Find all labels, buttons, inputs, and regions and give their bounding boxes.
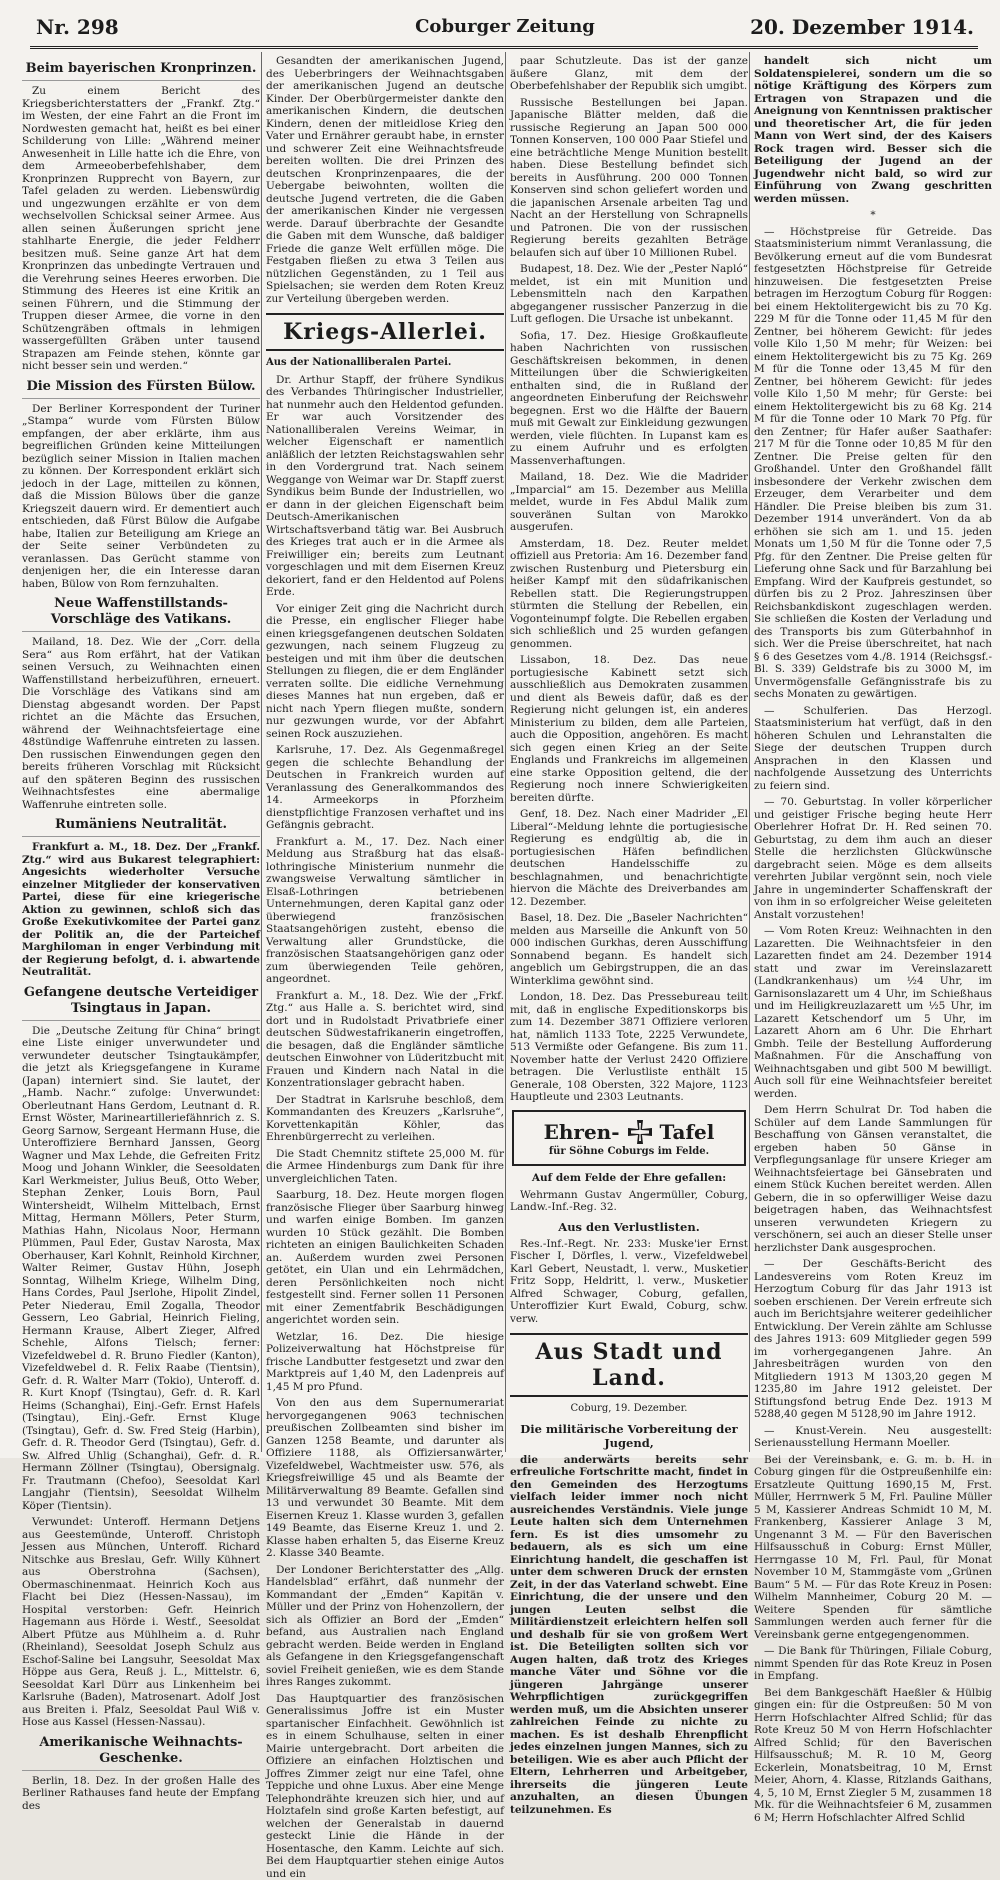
- article-text: — Der Geschäfts-Bericht des Landesvereins vom Roten Kreuz im Herzogtum Coburg für das Jahr 1913 ist soeben erschienen. Der Verein erfreute sich auch im Berichtsjahre weiterer gedeihlicher Entwicklung. Der Verein zählte am Schlusse des Jahres 1913: 609 Mitglieder gegen 599 im vorhergegangenen Jahre. An Jahresbeiträgen wurden von den Mitgliedern 1913 M 1303,20 gegen M 1235,80 im Jahre 1912 geleistet. Der Stiftungsfond betrug Ende Dez. 1913 M 5288,40 gegen M 5128,90 im Jahre 1912.: [754, 1258, 992, 1421]
- article-title: Neue Waffenstillstands-Vorschläge des Vatikans.: [22, 596, 260, 632]
- article-text: Russische Bestellungen bei Japan. Japanische Blätter melden, daß die russische Regierung an Japan 500 000 Tonnen Konserven, 100 000 Paar Stiefel und eine beträchtliche Menge Munition bestellt haben. Diese Bestellung befindet sich bereits in Ausführung. 200 000 Tonnen Konserven sind schon geliefert worden und die japanischen Arsenale arbeiten Tag und Nacht an der Herstellung von Schrapnells und Patronen. Die von der russischen Regierung bereits gezahlten Beträge belaufen sich auf über 10 Millionen Rubel.: [510, 97, 748, 260]
- article-text: — Höchstpreise für Getreide. Das Staatsministerium nimmt Veranlassung, die Bevölkerung erneut auf die vom Bundesrat festgesetzten Höchstpreise für Getreide hinzuweisen. Die festgesetzten Preise betragen im Herzogtum Coburg für Roggen: bei einem Hektolitergewicht bis zu 70 Kg. 229 M für die Tonne oder 11,45 M für den Zentner, bei höherem Gewicht: für jedes volle Kilo 1,50 M mehr; für Weizen: bei einem Hektolitergewicht bis zu 75 Kg. 269 M für die Tonne oder 13,45 M für den Zentner, bei höherem Gewicht: für jedes volle Kilo 1,50 M mehr; für Gerste: bei einem Hektolitergewicht bis zu 68 Kg. 214 M für die Tonne oder 10 Mark 70 Pfg. für den Zentner; für Hafer außer Saathafer: 217 M für die Tonne oder 10,85 M für den Zentner. Die Preise gelten für den Großhandel. Unter den Großhandel fällt insbesondere der Verkehr zwischen dem Erzeuger, dem Verarbeiter und dem Händler. Die Preise bleiben bis zum 31. Dezember 1914 unverändert. Von da ab erhöhen sie sich am 1. und 15. jeden Monats um 1,50 M für die Tonne oder 7,5 Pfg. für den Zentner. Die Preise gelten für Lieferung ohne Sack und für Barzahlung bei Empfang. Wird der Kaufpreis gestundet, so dürfen bis zu 2 Proz. Jahreszinsen über Reichsbankdiskont zugeschlagen werden. Sie schließen die Kosten der Verladung und des Transports bis zum Güterbahnhof in sich. Wer die Preise überschreitet, hat nach § 6 des Gesetzes vom 4./8. 1914 (Reichsgsf.-Bl. S. 339) Geldstrafe bis zu 3000 M, im Unvermögensfalle Gefängnisstrafe bis zu sechs Monaten zu gewärtigen.: [754, 226, 992, 701]
- article-text: Dr. Arthur Stapff, der frühere Syndikus des Verbandes Thüringischer Industrieller, hat nunmehr auch den Heldentod gefunden. Er war auch Vorsitzender des Nationalliberalen Vereins Weimar, in welcher Eigenschaft er namentlich anläßlich der letzten Reichstagswahlen sehr in den Vordergrund trat. Nach seinem Weggange von Weimar war Dr. Stapff zuerst Syndikus beim Bunde der Industriellen, wo er dann in der gleichen Eigenschaft beim Deutsch-Amerikanischen Wirtschaftsverband tätig war. Bei Ausbruch des Krieges trat auch er in die Armee als Freiwilliger ein; bereits zum Leutnant vorgeschlagen und mit dem Eisernen Kreuz dekoriert, fand er den Heldentod auf Polens Erde.: [266, 374, 504, 599]
- article-text: Wetzlar, 16. Dez. Die hiesige Polizeiverwaltung hat Höchstpreise für frische Landbutter festgesetzt und zwar den Marktpreis auf 1,40 M, den Ladenpreis auf 1,45 M pro Pfund.: [266, 1331, 504, 1394]
- article-text: — Die Bank für Thüringen, Filiale Coburg, nimmt Spenden für das Rote Kreuz in Posen in Empfang.: [754, 1645, 992, 1683]
- article-text: Bei dem Bankgeschäft Haeßler & Hülbig gingen ein: für die Ostpreußen: 50 M von Herrn Hofschlachter Alfred Schlid; für das Rote Kreuz 50 M von Herrn Hofschlachter Alfred Schlid; für den Baverischen Hilfsausschuß; M. R. 10 M, Georg Eckerlein, Monatsbeitrag, 10 M, Ernst Meier, Ahorn, 4. Klasse, Ritzlands Gaithans, 4, 5, 10 M, Ernst Ziegler 5 M, zusammen 18 Mk. für die Weihnachtsfeier 6 M, zusammen 6 M; Herrn Hofschlachter Alfred Schlid: [754, 1687, 992, 1825]
- newspaper-title: Coburger Zeitung: [36, 14, 974, 40]
- article-text: — Knust-Verein. Neu ausgestellt: Serienausstellung Hermann Moeller.: [754, 1425, 992, 1450]
- article-text: Res.-Inf.-Regt. Nr. 233: Muske'ier Ernst Fischer I, Dörfles, l. verw., Vizefeldwebel Karl Gebert, Neustadt, l. verw., Musketier Fritz Sopp, Heldritt, l. verw., Musketier Alfred Schwager, Coburg, gefallen, Unteroffizier Kurt Ewald, Coburg, schw. verw.: [510, 1238, 748, 1326]
- article-text: paar Schutzleute. Das ist der ganze äußere Glanz, mit dem der Oberbefehlshaber der Republik sich umgibt.: [510, 55, 748, 93]
- article-title: Aus den Verlustlisten.: [510, 1220, 748, 1234]
- column-4: [754, 55, 992, 1453]
- column-2: [266, 55, 504, 1453]
- article-text: Auf dem Felde der Ehre gefallen:: [510, 1172, 748, 1185]
- article-text: Frankfurt a. M., 18. Dez. Der „Frankf. Ztg.“ wird aus Bukarest telegraphiert: Angesichts wiederholter Versuche einzelner Mitglieder der konservativen Partei, diese für eine kriegerische Aktion zu gewinnen, schloß sich das Große Exekutivkomitee der Partei ganz der Politik an, die der Parteichef Marghiloman in enger Verbindung mit der Regierung befolgt, d. i. abwartende Neutralität.: [22, 841, 260, 979]
- article-text: Gesandten der amerikanischen Jugend, des Ueberbringers der Weihnachtsgaben der amerikanischen Jugend an deutsche Kinder. Der Oberbürgermeister dankte den amerikanischen Kindern, die deutschen Kindern, denen der mitleidlose Krieg den Vater und Ernährer geraubt habe, in ernster und schwerer Zeit eine Weihnachtsfreude bereiten wollten. Die drei Prinzen des deutschen Kronprinzenpaares, die der Uebergabe beiwohnten, wollten die deutsche Jugend vertreten, die die Gaben der amerikanischen Kinder nie vergessen werde. Darauf überbrachte der Gesandte die Gaben mit dem Wunsche, daß baldiger Friede die ganze Welt erfüllen möge. Die Festgaben fließen zu etwa 3 Teilen aus nützlichen Gegenständen, zu 1 Teil aus Spielsachen; sie werden dem Roten Kreuz zur Verteilung übergeben werden.: [266, 55, 504, 305]
- article-title: Amerikanische Weihnachts-Geschenke.: [22, 1735, 260, 1771]
- article-text: Verwundet: Unteroff. Hermann Detjens aus Geestemünde, Unteroff. Christoph Jessen aus München, Unteroff. Richard Nitschke aus Breslau, Gefr. Willy Kühnert aus Oberstrohna (Sachsen), Obermaschinenmaat. Heinrich Koch aus Flacht bei Diez (Hessen-Nassau), im Hospital verstorben: Gefr. Heinrich Hagemann aus Hörde i. Westf., Seesoldat Albert Pfütze aus Mühlheim a. d. Ruhr (Rheinland), Seesoldat Joseph Schulz aus Eschof-Saline bei Langsuhr, Seesoldat Max Höppe aus Gera, Reuß j. L., Mittelstr. 6, Seesoldat Karl Dürr aus Linkenheim bei Karlsruhe (Baden), Matrosenart. Adolf Jost aus Breiten i. Pfalz, Seesoldat Paul Wiß v. Hose aus Kassel (Hessen-Nassau).: [22, 1516, 260, 1729]
- article-text: Saarburg, 18. Dez. Heute morgen flogen französische Flieger über Saarburg hinweg und warfen einige Bomben. Im ganzen wurden 10 Stück gezählt. Die Bomben richteten an einigen Baulichkeiten Schaden an. Außerdem wurden zwei Personen getötet, ein Ulan und ein Lehrmädchen, deren Persönlichkeiten noch nicht festgestellt sind. Ferner sollen 11 Personen mit einer Zementfabrik Beschädigungen angerichtet worden sein.: [266, 1189, 504, 1327]
- article-text: — Schulferien. Das Herzogl. Staatsministerium hat verfügt, daß in den höheren Schulen und Lehranstalten die Siege der deutschen Truppen durch Ansprachen in den Klassen und nachfolgende Aussetzung des Unterrichts zu feiern sind.: [754, 705, 992, 793]
- issue-number: Nr. 298: [36, 14, 119, 40]
- article-text: Budapest, 18. Dez. Wie der „Pester Napló“ meldet, ist ein mit Munition und Lebensmitteln nach den Karpathen abgegangener russischer Panzerzug in die Luft geflogen. Die Ursache ist unbekannt.: [510, 263, 748, 326]
- article-text: Das Hauptquartier des französischen Generalissimus Joffre ist ein Muster spartanischer Einfachheit. Gewöhnlich ist es in einem Schulhause, selten in einer Mairie untergebracht. Dort arbeiten die Offiziere an einfachen Holztischen und Joffres Zimmer zeigt nur eine Tafel, ohne Teppiche und ohne Luxus. Aber eine Menge Telephondrähte kreuzen sich hier, und auf Holztafeln sind große Karten befestigt, auf welchen der Generalstab in dauernd gesteckt Linie die Hände in der Hosentasche, den Kamm. Leichte auf sich. Bei dem Hauptquartier stehen einige Autos und ein: [266, 1693, 504, 1880]
- article-text: Berlin, 18. Dez. In der großen Halle des Berliner Rathauses fand heute der Empfang des: [22, 1775, 260, 1813]
- article-title: Die militärische Vorbereitung der Jugend,: [510, 1422, 748, 1450]
- ehrentafel-title-left: Ehren-: [544, 1120, 620, 1144]
- article-title: Rumäniens Neutralität.: [22, 817, 260, 837]
- column-1: [22, 55, 260, 1453]
- article-subtitle: Aus der Nationalliberalen Partei.: [266, 357, 504, 370]
- article-text: Die Stadt Chemnitz stiftete 25,000 M. für die Armee Hindenburgs zum Dank für ihre unvergleichlichen Taten.: [266, 1148, 504, 1186]
- article-text: handelt sich nicht um Soldatenspielerei, sondern um die so nötige Kräftigung des Körpers zum Ertragen von Strapazen und die Aneignung von Kenntnissen praktischer und theoretischer Art, die für jeden Mann von Wert sind, der des Kaisers Rock tragen wird. Besser sich die Beteiligung der Jugend an der Jugendwehr nicht bald, so wird zur Einführung von Zwang geschritten werden müssen.: [754, 55, 992, 205]
- article-text: — 70. Geburtstag. In voller körperlicher und geistiger Frische beging heute Herr Oberlehrer Hofrat Dr. H. Red seinen 70. Geburtstag, zu dem ihm auch an dieser Stelle die herzlichsten Glückwünsche dargebracht seien. Möge es dem allseits verehrten Jubilar vergönnt sein, noch viele Jahre in ungeminderter Schaffenskraft der von ihm in so erfolgreicher Weise geleiteten Anstalt vorzustehen!: [754, 796, 992, 921]
- ehrentafel-title: [518, 1118, 740, 1146]
- column-3: [510, 55, 748, 1453]
- article-text: Von den aus dem Supernumerariat hervorgegangenen 9063 technischen preußischen Zollbeamten sind bisher im Ganzen 1258 Beamte, und darunter als Offiziere 1188, als Offiziersanwärter, Vizefeldwebel, Wachtmeister usw. 576, als Kriegsfreiwillige 45 und als Beamte der Militärverwaltung 89 Beamte. Gefallen sind 13 und verwundet 30 Beamte. Mit dem Eisernen Kreuz 1. Klasse wurden 3, gefallen 149 Beamte, das Eiserne Kreuz 1. und 2. Klasse haben erhalten 5, das Eiserne Kreuz 2. Klasse 340 Beamte.: [266, 1397, 504, 1560]
- column-divider: [749, 52, 750, 1452]
- article-title: Die Mission des Fürsten Bülow.: [22, 379, 260, 399]
- article-text: — Vom Roten Kreuz: Weihnachten in den Lazaretten. Die Weihnachtsfeier in den Lazaretten findet am 24. Dezember 1914 statt und zwar im Vereinslazarett (Landkrankenhaus) um ½4 Uhr, im Garnisonslazarett um 4 Uhr, im Schießhaus und im Heiligkreuzlazarett um ½5 Uhr, im Lazarett Ketschendorf um 5 Uhr, im Lazarett Ahorn am 6 Uhr. Die Ehrhart Gmbh. Teile der Bestellung Aufforderung Maßnahmen. Für die Anschaffung von Weihnachtsgaben und gibt 500 M bewilligt. Auch soll für eine Weihnachtsfeier bereitet werden.: [754, 925, 992, 1100]
- section-title: Aus Stadt und Land.: [510, 1333, 748, 1397]
- column-divider: [261, 52, 262, 1452]
- article-text: Basel, 18. Dez. Die „Baseler Nachrichten“ melden aus Marseille die Ankunft von 50 000 indischen Gurkhas, deren Ausschiffung Sonnabend begann. Es handelt sich angeblich um Gebirgstruppen, die an das Winterklima gewöhnt sind.: [510, 912, 748, 987]
- article-text: Zu einem Bericht des Kriegsberichterstatters der „Frankf. Ztg.“ im Westen, der eine Fahrt an die Front im Nordwesten gemacht hat, heißt es bei einer Schilderung von Lille: „Während meiner Anwesenheit in Lille hatte ich die Ehre, von dem Armeeoberbefehlshaber, dem Kronprinzen Rupprecht von Bayern, zur Tafel geladen zu werden. Liebenswürdig und ungezwungen erzählte er von dem wechselvollen Schicksal seiner Armee. Aus allen seinen Äußerungen spricht jene stahlharte Energie, die jeder Feldherr besitzen muß. Seine ganze Art hat dem Kronprinzen das unbedingte Vertrauen und die Verehrung seines Heeres erworben. Die Stimmung des Heeres ist eine Kritik an seinen Führern, und die Stimmung der Truppen dieser Armee, die vorne in den Schützengräben oftmals in lehmigen wassergefüllten Gräben unter tausend Strapazen am Feinde stehen, könnte gar nicht besser sein und werden.“: [22, 85, 260, 373]
- article-text: Dem Herrn Schulrat Dr. Tod haben die Schüler auf dem Lande Sammlungen für Beschaffung von Gänsen veranstaltet, die ergeben haben 50 Gänse in Verpflegungsanlage für unsere Krieger am Weihnachtsfeiertage bei Gänsebraten und einem Stück Kuchen bereitet werden. Allen Gebern, die in so opferwilliger Weise dazu beigetragen haben, das Weihnachtsfest unseren verwundeten Kriegern zu verschönern, sei auch an dieser Stelle unser herzlichster Dank ausgesprochen.: [754, 1104, 992, 1254]
- article-text: Der Londoner Berichterstatter des „Allg. Handelsblad“ erfährt, daß nunmehr der Kommandant der „Emden“ Kapitän v. Müller und der Prinz von Hohenzollern, der sich als Offizier an Bord der „Emden“ befand, aus Australien nach England gebracht werden. Beide werden in England als Gefangene in den Kriegsgefangenschaft soviel Freiheit genießen, wie es dem Stande ihres Ranges zukommt.: [266, 1564, 504, 1689]
- section-separator: *: [754, 209, 992, 222]
- article-text: Lissabon, 18. Dez. Das neue portugiesische Kabinett setzt sich ausschließlich aus Demokraten zusammen und dient als Beweis dafür, daß es der Regierung nicht gelungen ist, ein anderes Ministerium zu bilden, dem alle Parteien, auch die Opposition, angehören. Es macht sich gegen einen Krieg an der Seite Englands und Frankreichs im allgemeinen eine starke Opposition geltend, die der Regierung noch innere Schwierigkeiten bereiten dürfte.: [510, 654, 748, 804]
- article-text: Der Stadtrat in Karlsruhe beschloß, dem Kommandanten des Kreuzers „Karlsruhe“, Korvettenkapitän Köhler, das Ehrenbürgerrecht zu verleihen.: [266, 1094, 504, 1144]
- section-title: Kriegs-Allerlei.: [266, 313, 504, 351]
- iron-cross-icon: [626, 1118, 654, 1146]
- issue-date: 20. Dezember 1914.: [750, 14, 974, 40]
- article-text: Amsterdam, 18. Dez. Reuter meldet offiziell aus Pretoria: Am 16. Dezember fand zwischen Rustenburg und Pietersburg ein heißer Kampf mit den südafrikanischen Rebellen statt. Die Regierungstruppen stürmten die Stellung der Rebellen, ein Vogonteinumpf folgte. Die Rebellen ergaben sich schließlich und 25 wurden gefangen genommen.: [510, 538, 748, 651]
- article-text: Karlsruhe, 17. Dez. Als Gegenmaßregel gegen die schlechte Behandlung der Deutschen in Frankreich wurden auf Veranlassung des Generalkommandos des 14. Armeekorps in Pforzheim dienstpflichtige Franzosen verhaftet und ins Gefängnis gebracht.: [266, 744, 504, 832]
- article-text: Bei der Vereinsbank, e. G. m. b. H. in Coburg gingen für die Ostpreußenhilfe ein: Ersatzleute Quittung 1690,15 M, Frst. Müller, Herrnwerk 5 M, Frl. Pauline Müller 5 M, Kassierer Andreas Schmidt 10 M, M. Frankenberg, Kassierer Anlage 3 M, Ungenannt 3 M. — Für den Baverischen Hilfsausschuß in Coburg: Ernst Müller, Herrngasse 10 M, Frl. Paul, für Monat November 10 M, Stammgäste vom „Grünen Baum“ 5 M. — Für das Rote Kreuz in Posen: Wilhelm Mannheimer, Coburg 20 M. — Weitere Spenden für sämtliche Sammlungen werden auch ferner für die Vereinsbank gerne entgegengenommen.: [754, 1454, 992, 1642]
- article-text: Vor einiger Zeit ging die Nachricht durch die Presse, ein englischer Flieger habe einen kriegsgefangenen deutschen Soldaten gezwungen, nach seinem Flugzeug zu besteigen und mit ihm über die deutschen Stellungen zu fliegen, die er dem Engländer verraten sollte. Die eidliche Vernehmung dieses Mannes hat nun ergeben, daß er nicht nach Ypern fliegen mußte, sondern nur gezwungen wurde, vor der Abfahrt seinen Rock auszuziehen.: [266, 603, 504, 741]
- column-divider: [505, 52, 506, 1452]
- article-text: Mailand, 18. Dez. Wie der „Corr. della Sera“ aus Rom erfährt, hat der Vatikan seinen Versuch, zu Weihnachten einen Waffenstillstand herbeizuführen, erneuert. Die Vorschläge des Vatikans sind am Dienstag abgesandt worden. Der Papst richtet an die Mächte das Ersuchen, während der Weihnachtsfeiertage eine 48stündige Waffenruhe eintreten zu lassen. Den russischen Einwendungen gegen den bereits früheren Vorschlag mit Rücksicht auf den späteren Beginn des russischen Weihnachtsfestes eine abermalige Waffenruhe eintreten solle.: [22, 636, 260, 811]
- article-title: Beim bayerischen Kronprinzen.: [22, 61, 260, 81]
- article-text: Sofia, 17. Dez. Hiesige Großkaufleute haben Nachrichten von russischen Geschäftskreisen bekommen, in denen Mitteilungen über die Schwierigkeiten enthalten sind, die in Rußland der angeordneten Einberufung der Reichswehr begegnen. Erst wo die Hälfte der Bauern muß mit Gewalt zur Einkleidung gezwungen werden, viele flüchten. In Lupanst kam es zu einem Aufruhr und es erfolgten Massenverhaftungen.: [510, 330, 748, 468]
- article-title: Gefangene deutsche Verteidiger Tsingtaus in Japan.: [22, 985, 260, 1021]
- article-text: Mailand, 18. Dez. Wie die Madrider „Imparcial“ am 15. Dezember aus Melilla meldet, wurde in Fes Abdul Malik zum souveränen Sultan von Marokko ausgerufen.: [510, 471, 748, 534]
- masthead-rule: [30, 46, 978, 49]
- article-text: die anderwärts bereits sehr erfreuliche Fortschritte macht, findet in den Gemeinden des Herzogtums vielfach leider immer noch nicht ausreichendes Verständnis. Viele junge Leute halten sich dem Unternehmen fern. Es ist dies umsomehr zu bedauern, als es sich um eine Einrichtung handelt, die geschaffen ist unter dem schweren Druck der ernsten Zeit, in der das Vaterland schwebt. Eine Einrichtung, die der unsere und den jungen Leuten selbst die Militärdienstzeit erleichtern helfen soll und deshalb für sie von großem Wert ist. Die Beteiligten sollten sich vor Augen halten, daß trotz des Krieges manche Väter und Söhne vor die jüngeren Jahrgänge unserer Wehrpflichtigen zurückgegriffen werden muß, um die Absichten unserer zahlreichen Feinde zu nichte zu machen. Es ist deshalb Ehrenpflicht jedes einzelnen jungen Mannes, sich zu beteiligen. Wie es aber auch Pflicht der Eltern, Lehrherren und Arbeitgeber, ihrerseits die jüngeren Leute anzuhalten, an diesen Übungen teilzunehmen. Es: [510, 1454, 748, 1817]
- article-text: London, 18. Dez. Das Pressebureau teilt mit, daß in englische Expeditionskorps bis zum 14. Dezember 3871 Offiziere verloren hat, nämlich 1133 Tote, 2225 Verwundete, 513 Vermißte oder Gefangene. Bis zum 11. November hatte der Verlust 2420 Offiziere betragen. Die Verlustliste enthält 15 Generale, 108 Obersten, 322 Majore, 1123 Hauptleute und 2303 Leutnants.: [510, 991, 748, 1104]
- article-text: Frankfurt a. M., 18. Dez. Wie der „Frkf. Ztg.“ aus Halle a. S. berichtet wird, sind dort und in Rudolstadt Privatbriefe einer deutschen Südwestafrikanerin eingetroffen, die besagen, daß die Engländer sämtliche deutschen Einwohner von Lüderitzbucht mit Frauen und Kindern nach Natal in die Konzentrationslager gebracht haben.: [266, 990, 504, 1090]
- article-text: Genf, 18. Dez. Nach einer Madrider „El Liberal“-Meldung lehnte die portugiesische Regierung es endgültig ab, die in portugiesischen Häfen befindlichen deutschen Handelsschiffe zu beschlagnahmen, und benachrichtigte hiervon die Mächte des Dreiverbandes am 12. Dezember.: [510, 808, 748, 908]
- article-text: Der Berliner Korrespondent der Turiner „Stampa“ wurde vom Fürsten Bülow empfangen, der aber erklärte, ihm aus begreiflichen Gründen keine Mitteilungen bezüglich seiner Mission in Italien machen zu können. Der Korrespondent erklärt sich jedoch in der Lage, mitteilen zu können, daß die Mission Bülows über die ganze Kriegszeit dauern wird. Er dementiert auch entschieden, daß Fürst Bülow die Aufgabe habe, Italien zur Beteiligung am Kriege an der Seite seiner Verbündeten zu veranlassen. Das Gerücht stamme von denjenigen her, die ein Interesse daran haben, Bülow von Rom fernzuhalten.: [22, 403, 260, 591]
- masthead: [36, 14, 974, 40]
- article-text: Die „Deutsche Zeitung für China“ bringt eine Liste einiger unverwundeter und verwundeter deutscher Tsingtaukämpfer, die jetzt als Kriegsgefangene in Kurame (Japan) interniert sind. Sie lautet, der „Hamb. Nachr.“ zufolge: Unverwundet: Oberleutnant Hans Gerdom, Leutnant d. R. Ernst Wöster, Marineartilleriefähnrich z. S. Georg Sarnow, Sergeant Hermann Huse, die Unteroffiziere Bernhard Janssen, Georg Wagner und Max Lehde, die Gefreiten Fritz Moog und Johann Winkler, die Seesoldaten Karl Werkmeister, Julius Beuß, Otto Weber, Stephan Zenker, Louis Born, Paul Wintersheidt, Wilhelm Mittelbach, Ernst Mittag, Hermann Möllers, Peter Sturm, Mathias Hahn, Nicolaus Noor, Hermann Plümmen, Paul Eder, Gustav Narosta, Max Oberhauser, Karl Kohnlt, Reinhold Kirchner, Walter Reimer, Gustav Hühn, Joseph Sonntag, Wilhelm Kriege, Wilhelm Ding, Hans Cordes, Paul Jserlohe, Hipolit Zindel, Peter Niederau, Emil Zogalla, Theodor Gessern, Leo Gabrial, Heinrich Fieling, Hermann Krause, Albert Zieger, Alfred Schehle, Alfons Tielsch; ferner: Vizefeldwebel d. R. Bruno Fiedler (Kanton), Vizefeldwebel d. R. Felix Raabe (Tientsin), Gefr. d. R. Walter Marr (Tokio), Unteroff. d. R. Kurt Knopf (Tsingtau), Gefr. d. R. Karl Heims (Schanghai), Einj.-Gefr. Ernst Hafels (Tsingtau), Einj.-Gefr. Ernst Kluge (Tsingtau), Gefr. d. Sw. Fred Steig (Harbin), Gefr. d. R. Theodor Gerd (Tsingtau), Gefr. d. Sw. Alfred Uhlig (Schanghai), Gefr. d. R. Hermann Zöllner (Tsingtau), Obersignalg. Fr. Trautmann (Chefoo), Seesoldat Karl Langjahr (Tientsin), Seesoldat Wilhelm Köper (Tientsin).: [22, 1025, 260, 1513]
- article-text: Frankfurt a. M., 17. Dez. Nach einer Meldung aus Straßburg hat das elsaß-lothringische Ministerium nunmehr die zwangsweise Verwaltung sämtlicher in Elsaß-Lothringen betriebenen Unternehmungen, deren Kapital ganz oder überwiegend französischen Staatsangehörigen zusteht, ebenso die Verwaltung aller Grundstücke, die französischen Staatsangehörigen ganz oder zum überwiegenden Teile gehören, angeordnet.: [266, 836, 504, 986]
- article-text: Wehrmann Gustav Angermüller, Coburg, Landw.-Inf.-Reg. 32.: [510, 1189, 748, 1214]
- ehrentafel-title-right: Tafel: [660, 1120, 715, 1144]
- dateline: Coburg, 19. Dezember.: [510, 1403, 748, 1416]
- ehrentafel-subtitle: für Söhne Coburgs im Felde.: [518, 1146, 740, 1159]
- ehrentafel-box: [512, 1110, 746, 1167]
